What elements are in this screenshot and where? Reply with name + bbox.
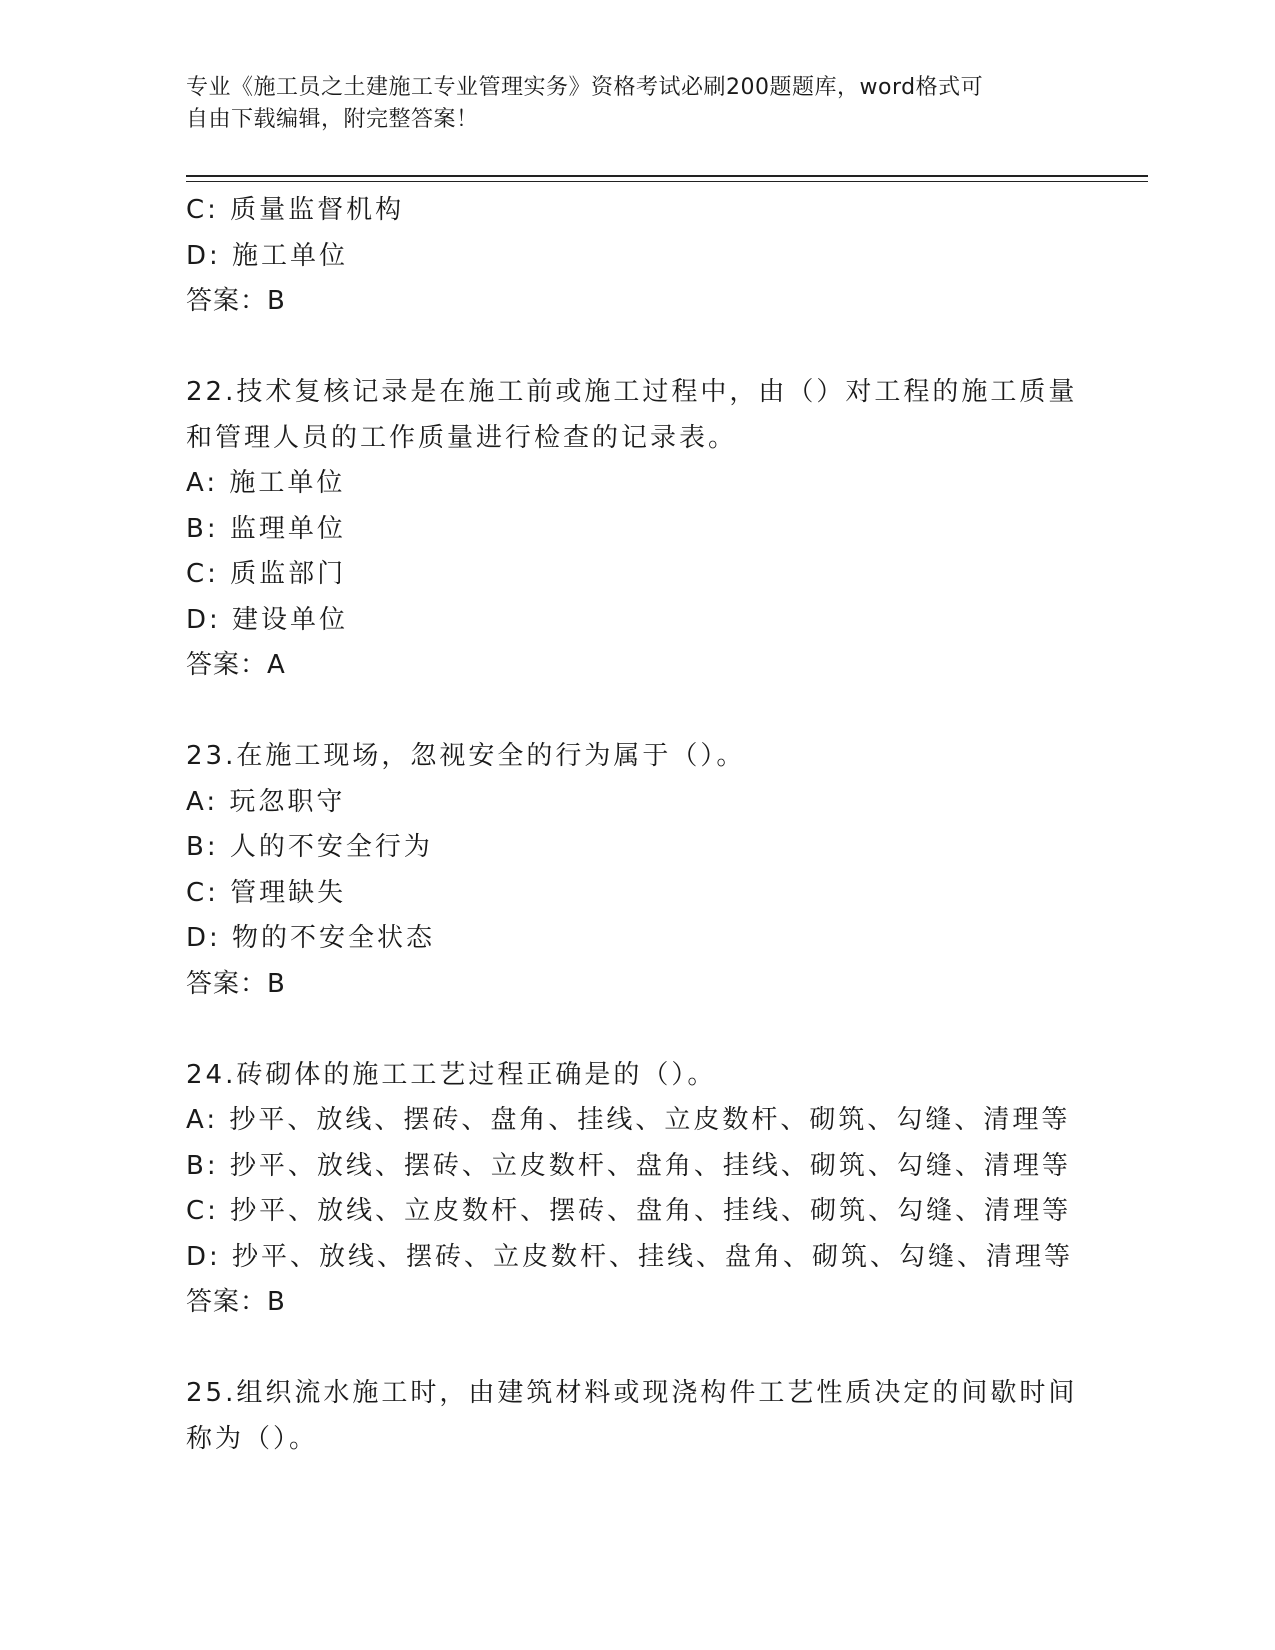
spacer [186,325,1086,371]
option-c: C: 抄平、放线、立皮数杆、摆砖、盘角、挂线、砌筑、勾缝、清理等 [186,1196,1072,1226]
answer: 答案：A [186,650,286,680]
option-a: A: 玩忽职守 [186,786,346,817]
option-c: C: 质量监督机构 [186,195,405,225]
question-24 [186,1053,1086,1326]
question-23 [186,734,1086,1007]
question-stem: 24.砖砌体的施工工艺过程正确是的（）。 [186,1059,717,1090]
option-a: A: 施工单位 [186,468,346,498]
option-c: C: 质监部门 [186,559,347,589]
question-stem-cont: 称为（）。 [186,1423,319,1454]
answer: 答案：B [186,968,286,999]
question-stem: 25.组织流水施工时，由建筑材料或现浇构件工艺性质决定的间歇时间 [186,1378,1078,1408]
answer: 答案：B [186,286,286,316]
option-b: B: 人的不安全行为 [186,832,433,862]
question-stem: 23.在施工现场，忽视安全的行为属于（）。 [186,741,746,771]
spacer [186,1007,1086,1053]
question-stem-cont: 和管理人员的工作质量进行检查的记录表。 [186,422,738,453]
answer: 答案：B [186,1287,286,1317]
question-21 [186,188,1086,325]
question-25 [186,1371,1086,1462]
spacer [186,1326,1086,1372]
option-b: B: 抄平、放线、摆砖、立皮数杆、盘角、挂线、砌筑、勾缝、清理等 [186,1150,1071,1181]
option-d: D: 物的不安全状态 [186,923,436,953]
question-22 [186,370,1086,689]
option-a: A: 抄平、放线、摆砖、盘角、挂线、立皮数杆、砌筑、勾缝、清理等 [186,1105,1071,1135]
option-b: B: 监理单位 [186,513,346,544]
option-d: D: 建设单位 [186,604,349,635]
document-body [186,188,1086,1462]
spacer [186,689,1086,735]
header-divider-thick [186,175,1148,177]
page-header [186,72,1066,136]
option-d: D: 施工单位 [186,240,349,271]
question-stem: 22.技术复核记录是在施工前或施工过程中，由（）对工程的施工质量 [186,377,1078,407]
option-c: C: 管理缺失 [186,877,347,908]
option-d: D: 抄平、放线、摆砖、立皮数杆、挂线、盘角、砌筑、勾缝、清理等 [186,1241,1074,1272]
header-divider-thin [186,181,1148,182]
header-line-1: 专业《施工员之土建施工专业管理实务》资格考试必刷200题题库，word格式可 [186,75,984,100]
header-line-2: 自由下载编辑，附完整答案！ [186,107,479,132]
